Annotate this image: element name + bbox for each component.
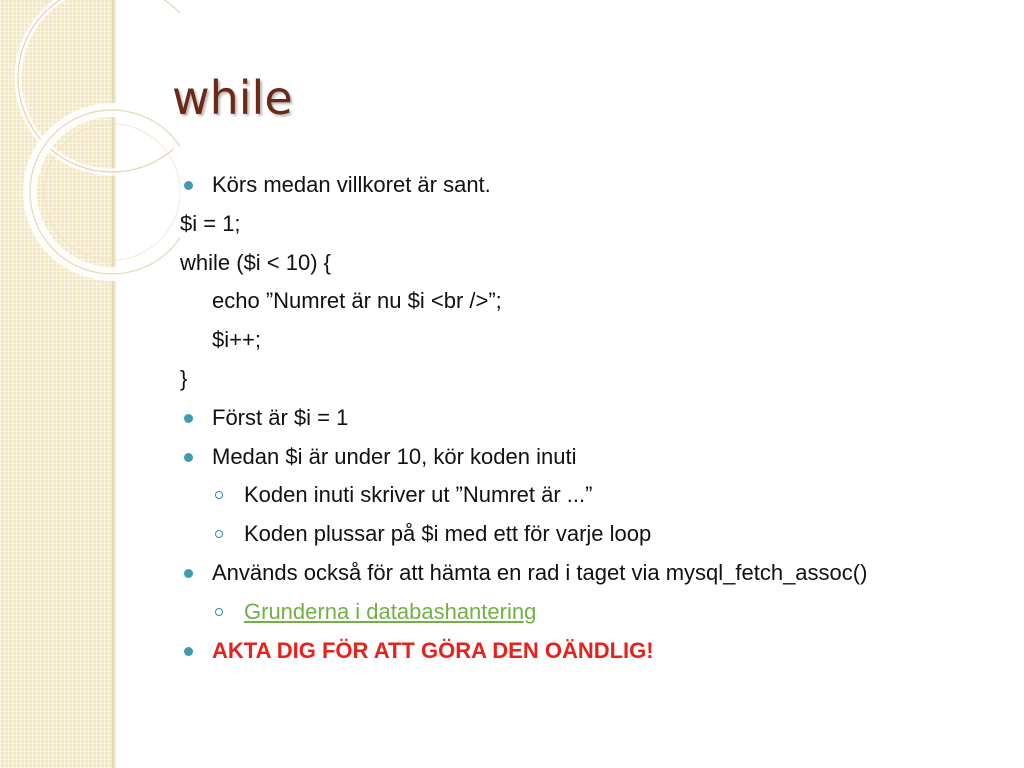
bullet-item (180, 438, 1010, 477)
code-line-indented (180, 321, 1010, 360)
bullet-dot-icon (184, 453, 193, 462)
code-line (180, 360, 1010, 399)
bullet-text: Medan $i är under 10, kör koden inuti (212, 443, 577, 469)
code-line-indented (180, 282, 1010, 321)
code-text: $i = 1; (180, 210, 241, 236)
bullet-text: Först är $i = 1 (212, 404, 349, 430)
sub-bullet-text: Koden plussar på $i med ett för varje loop (244, 521, 652, 547)
code-line (180, 205, 1010, 244)
bullet-item (180, 632, 1010, 671)
code-text: } (180, 365, 188, 391)
code-text: $i++; (212, 327, 261, 353)
sub-bullet-ring-icon (215, 530, 223, 538)
bullet-text: Används också för att hämta en rad i taget via mysql_fetch_assoc() (212, 559, 868, 585)
code-text: echo ”Numret är nu $i <br />”; (212, 288, 502, 314)
code-text: while ($i < 10) { (180, 249, 332, 275)
slide-title: while (172, 71, 293, 125)
decorative-circles (0, 0, 180, 330)
slide-body (180, 166, 1010, 670)
bullet-item (180, 554, 1010, 593)
sub-bullet-ring-icon (215, 491, 223, 499)
bullet-text: Körs medan villkoret är sant. (212, 172, 491, 197)
bullet-dot-icon (184, 414, 193, 423)
sub-bullet-item (180, 515, 1010, 554)
sub-bullet-text: Koden inuti skriver ut ”Numret är ...” (244, 482, 593, 508)
bullet-item (180, 399, 1010, 438)
bullet-dot-icon (184, 181, 193, 190)
databashantering-link[interactable]: Grunderna i databashantering (244, 598, 537, 624)
sub-bullet-item (180, 593, 1010, 632)
bullet-dot-icon (184, 569, 193, 578)
bullet-item (180, 166, 1010, 205)
sub-bullet-item (180, 476, 1010, 515)
bullet-dot-icon (184, 647, 193, 656)
code-line (180, 244, 1010, 283)
warning-text: AKTA DIG FÖR ATT GÖRA DEN OÄNDLIG! (212, 637, 654, 663)
sub-bullet-ring-icon (215, 608, 223, 616)
